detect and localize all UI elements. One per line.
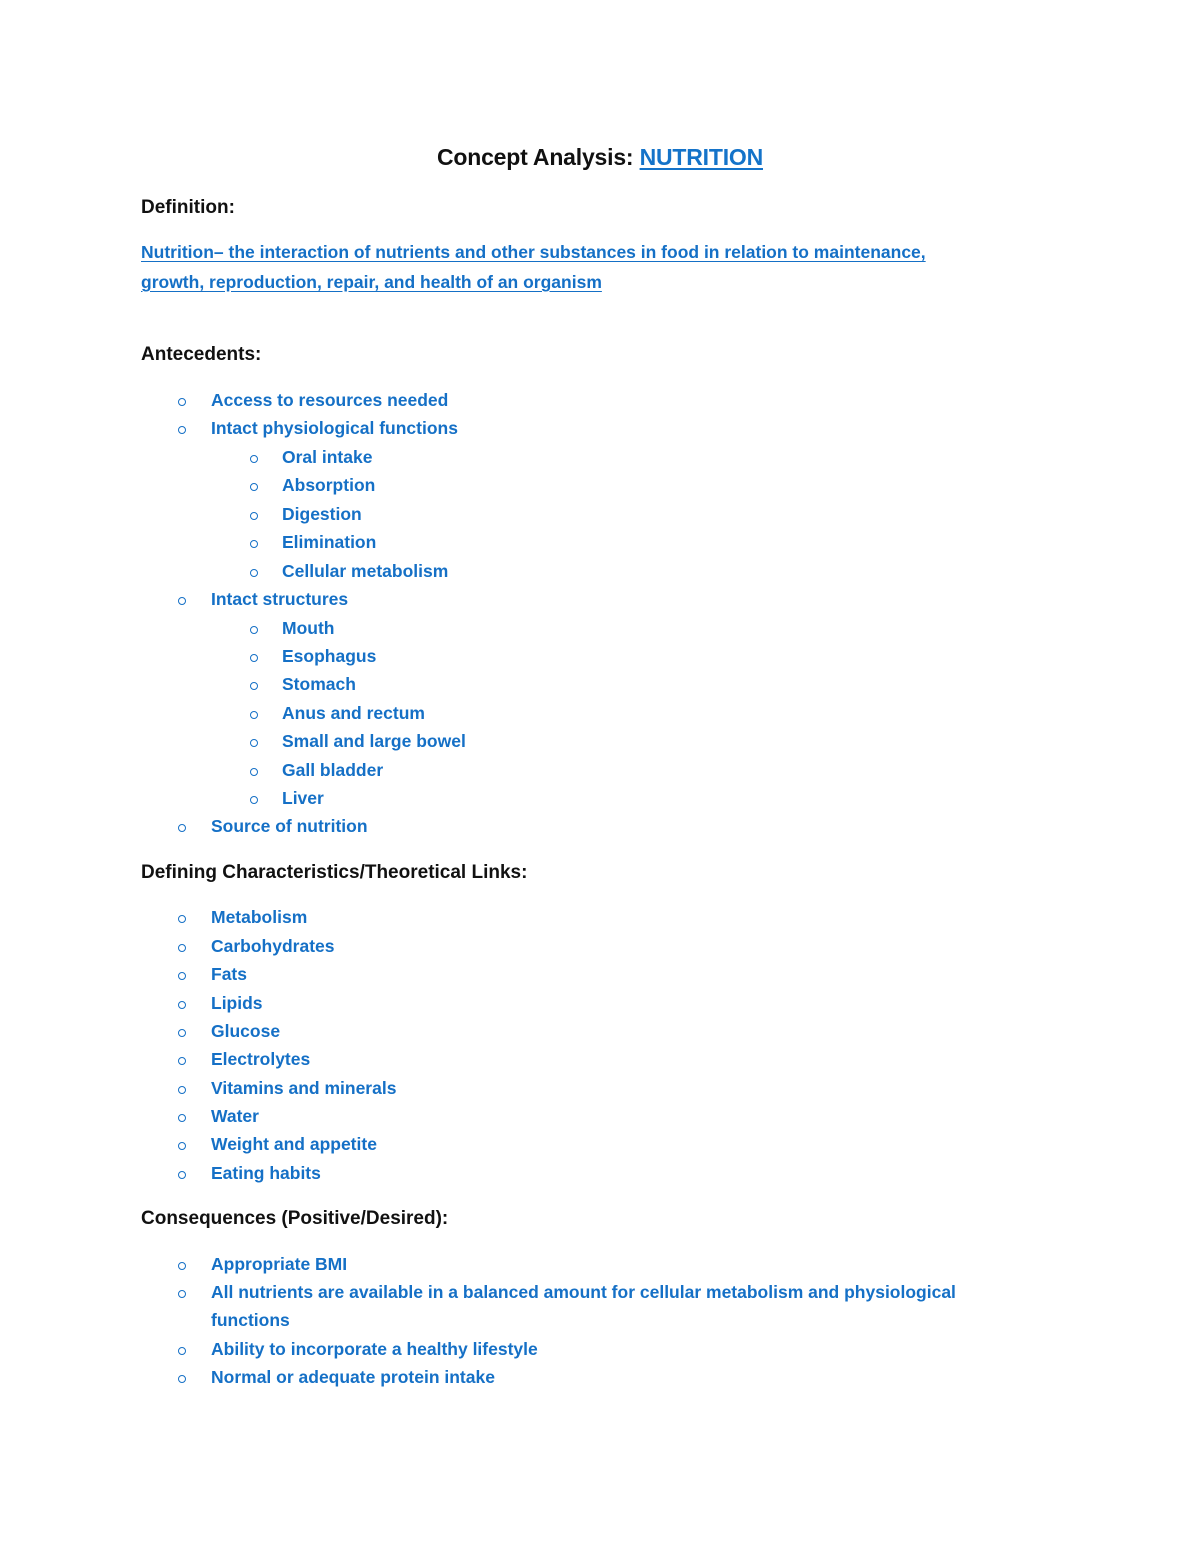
bullet-icon	[250, 626, 258, 634]
bullet-icon	[178, 944, 186, 952]
definition-line: growth, reproduction, repair, and health of an organism	[141, 272, 602, 292]
list-item: Elimination	[282, 532, 377, 552]
list-item: Metabolism	[211, 907, 308, 927]
list-item: Anus and rectum	[282, 703, 425, 723]
bullet-icon	[178, 398, 186, 406]
list-item: Glucose	[211, 1021, 281, 1041]
list-item-continuation: functions	[211, 1310, 290, 1330]
bullet-icon	[178, 1114, 186, 1122]
list-item: Mouth	[282, 618, 335, 638]
list-item: Normal or adequate protein intake	[211, 1367, 495, 1387]
list-item: Fats	[211, 964, 247, 984]
bullet-icon	[250, 711, 258, 719]
bullet-icon	[178, 1086, 186, 1094]
list-item: Intact physiological functions	[211, 418, 458, 438]
antecedents-heading: Antecedents:	[141, 344, 262, 365]
bullet-icon	[250, 682, 258, 690]
list-item: Carbohydrates	[211, 936, 335, 956]
list-item: Absorption	[282, 475, 376, 495]
bullet-icon	[178, 1029, 186, 1037]
defining-heading: Defining Characteristics/Theoretical Links:	[141, 862, 528, 883]
list-item: Esophagus	[282, 646, 377, 666]
list-item: Vitamins and minerals	[211, 1078, 397, 1098]
bullet-icon	[178, 1171, 186, 1179]
bullet-icon	[178, 1057, 186, 1065]
list-item: Cellular metabolism	[282, 561, 449, 581]
bullet-icon	[250, 540, 258, 548]
bullet-icon	[250, 483, 258, 491]
list-item: Intact structures	[211, 589, 349, 609]
bullet-icon	[178, 1290, 186, 1298]
bullet-icon	[250, 768, 258, 776]
bullet-icon	[250, 455, 258, 463]
list-item: Small and large bowel	[282, 731, 466, 751]
bullet-icon	[178, 1262, 186, 1270]
list-item: Source of nutrition	[211, 816, 368, 836]
bullet-icon	[178, 1001, 186, 1009]
list-item: Gall bladder	[282, 760, 384, 780]
bullet-icon	[250, 654, 258, 662]
list-item: Liver	[282, 788, 324, 808]
title-prefix: Concept Analysis:	[436, 144, 640, 170]
list-item: Eating habits	[211, 1163, 321, 1183]
bullet-icon	[178, 972, 186, 980]
bullet-icon	[250, 569, 258, 577]
bullet-icon	[178, 824, 186, 832]
bullet-icon	[178, 1142, 186, 1150]
bullet-icon	[178, 597, 186, 605]
list-item: Ability to incorporate a healthy lifestyle	[211, 1339, 538, 1359]
title-concept: NUTRITION	[639, 144, 763, 170]
list-item: Digestion	[282, 504, 362, 524]
list-item: Appropriate BMI	[211, 1254, 348, 1274]
bullet-icon	[178, 426, 186, 434]
list-item: Water	[211, 1106, 259, 1126]
list-item: Access to resources needed	[211, 390, 449, 410]
bullet-icon	[250, 512, 258, 520]
list-item: Oral intake	[282, 447, 373, 467]
bullet-icon	[178, 915, 186, 923]
bullet-icon	[178, 1347, 186, 1355]
definition-line: Nutrition– the interaction of nutrients and other substances in food in relation to maintenance,	[141, 242, 926, 262]
list-item: All nutrients are available in a balanced amount for cellular metabolism and physiological	[211, 1282, 956, 1302]
consequences-heading: Consequences (Positive/Desired):	[141, 1208, 449, 1229]
list-item: Stomach	[282, 674, 356, 694]
list-item: Electrolytes	[211, 1049, 311, 1069]
list-item: Lipids	[211, 993, 263, 1013]
page-title	[0, 144, 1200, 171]
bullet-icon	[250, 739, 258, 747]
definition-heading: Definition:	[141, 197, 235, 218]
bullet-icon	[250, 796, 258, 804]
bullet-icon	[178, 1375, 186, 1383]
list-item: Weight and appetite	[211, 1134, 377, 1154]
